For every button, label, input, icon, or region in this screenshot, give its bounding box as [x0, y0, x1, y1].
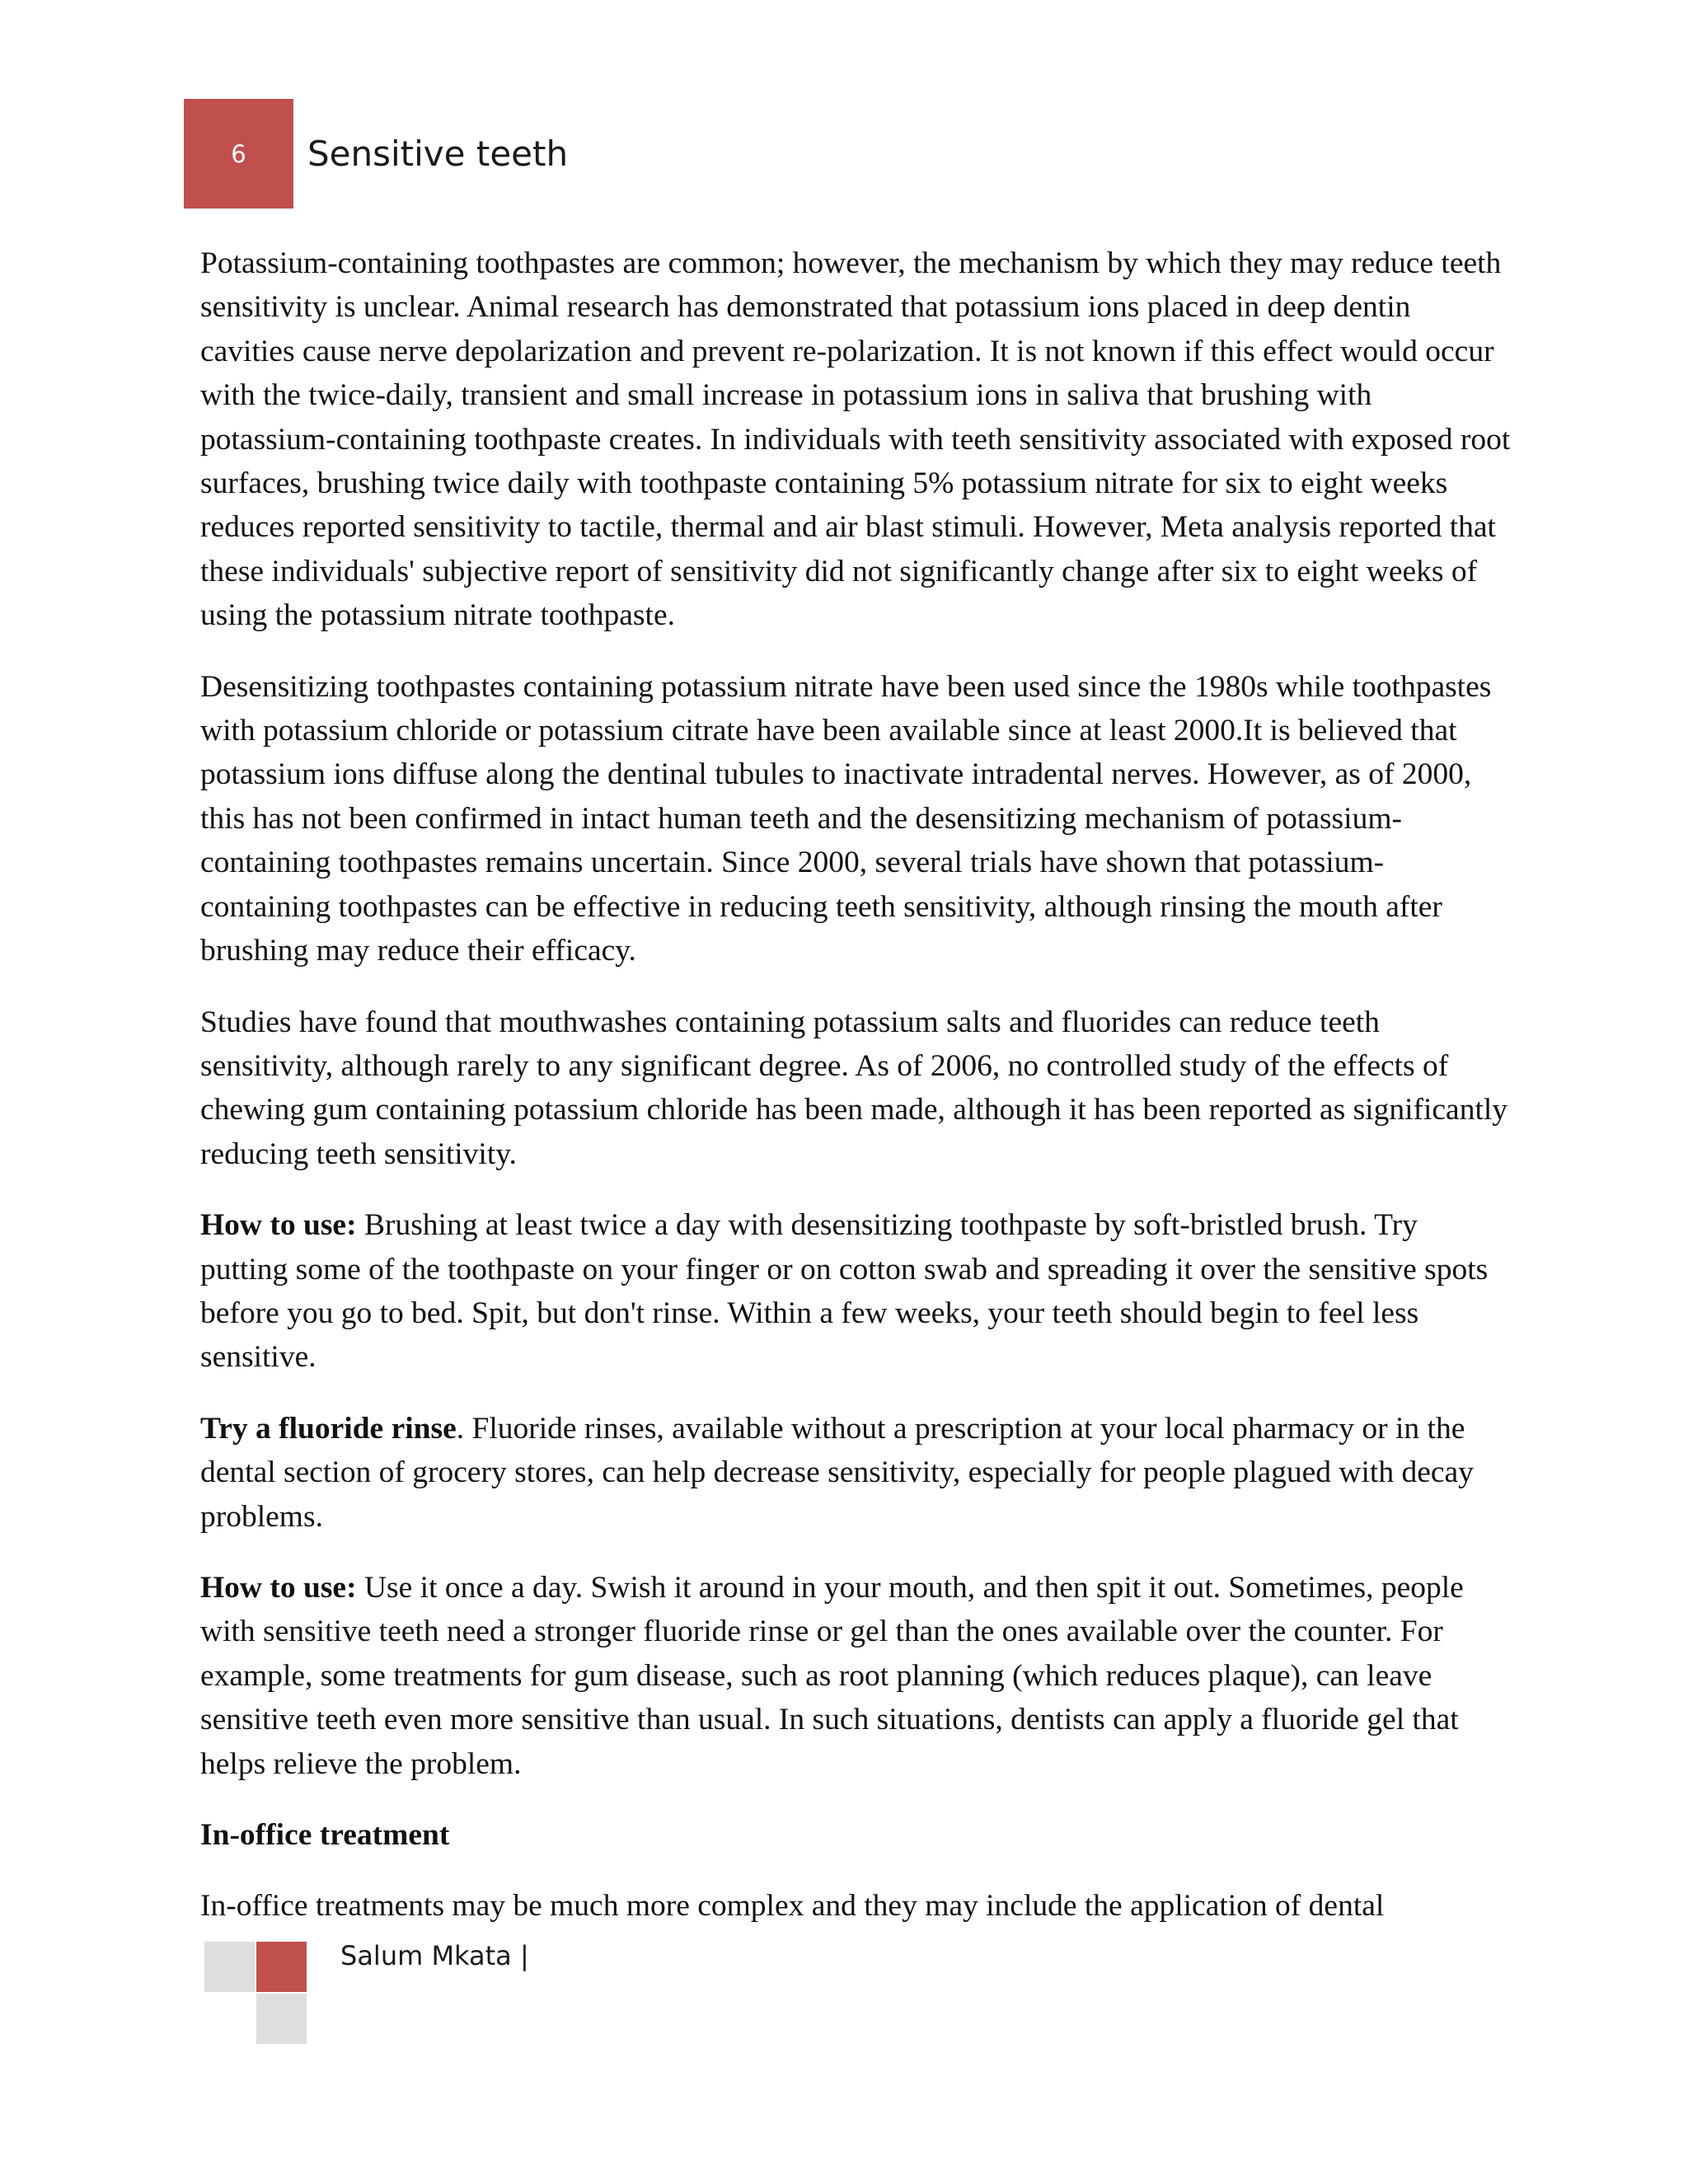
footer-decor-square — [256, 1994, 307, 2044]
paragraph-fluoride-rinse — [200, 1407, 1512, 1539]
paragraph-mouthwashes: Studies have found that mouthwashes containing potassium salts and fluorides can reduce teeth sensitivity, although rarely to any significant degree. As of 2006, no controlled study of the effects of chewing gum containing potassium chloride has been made, although it has been reported as significantly reducing teeth sensitivity. — [200, 1005, 1508, 1171]
page-number-badge — [184, 99, 293, 209]
paragraph-desensitizing-toothpastes: Desensitizing toothpastes containing potassium nitrate have been used since the 1980s while toothpastes with potassium chloride or potassium citrate have been available since at least 2000.It is believed that potassium ions diffuse along the dentinal tubules to inactivate intradental nerves. However, as of 2000, this has not been confirmed in intact human teeth and the desensitizing mechanism of potassium-containing toothpastes remains uncertain. Since 2000, several trials have shown that potassium-containing toothpastes can be effective in reducing teeth sensitivity, although rinsing the mouth after brushing may reduce their efficacy. — [200, 669, 1492, 968]
how-to-use-text: Use it once a day. Swish it around in your mouth, and then spit it out. Sometimes, people with sensitive teeth need a stronger fluoride rinse or gel than the ones available over the counter. For example, some treatments for gum disease, such as root planning (which reduces plaque), can leave sensitive teeth even more sensitive than usual. In such situations, dentists can apply a fluoride gel that helps relieve the problem. — [200, 1570, 1464, 1781]
page-number: 6 — [231, 139, 246, 168]
paragraph-how-to-use-rinse — [200, 1566, 1512, 1786]
paragraph-in-office: In-office treatments may be much more complex and they may include the application of dental — [200, 1889, 1385, 1924]
paragraph-how-to-use-toothpaste — [200, 1203, 1512, 1380]
section-heading-in-office: In-office treatment — [200, 1818, 450, 1852]
fluoride-rinse-label: Try a fluoride rinse — [200, 1411, 457, 1446]
footer-decor-square-accent — [256, 1942, 307, 1992]
how-to-use-text: Brushing at least twice a day with desensitizing toothpaste by soft-bristled brush. Try putting some of the toothpaste on your finger or on cotton swab and spreading it over the sensitive spots before you go to bed. Spit, but don't rinse. Within a few weeks, your teeth should begin to feel less sensitive. — [200, 1208, 1489, 1375]
footer-decor-square — [204, 1942, 255, 1992]
how-to-use-label: How to use: — [200, 1570, 357, 1605]
page-title: Sensitive teeth — [307, 134, 569, 174]
paragraph-potassium-toothpastes: Potassium-containing toothpastes are common; however, the mechanism by which they may reduce teeth sensitivity is unclear. Animal research has demonstrated that potassium ions placed in deep dentin cavities cause nerve depolarization and prevent re-polarization. It is not known if this effect would occur with the twice-daily, transient and small increase in potassium ions in saliva that brushing with potassium-containing toothpaste creates. In individuals with teeth sensitivity associated with exposed root surfaces, brushing twice daily with toothpaste containing 5% potassium nitrate for six to eight weeks reduces reported sensitivity to tactile, thermal and air blast stimuli. However, Meta analysis reported that these individuals' subjective report of sensitivity did not significantly change after six to eight weeks of using the potassium nitrate toothpaste. — [200, 246, 1511, 633]
document-body — [200, 241, 1512, 1929]
how-to-use-label: How to use: — [200, 1208, 357, 1243]
footer-author: Salum Mkata | — [340, 1940, 529, 1971]
fluoride-rinse-text: . Fluoride rinses, available without a prescription at your local pharmacy or in the dental section of grocery stores, can help decrease sensitivity, especially for people plagued with decay problems. — [200, 1411, 1474, 1534]
